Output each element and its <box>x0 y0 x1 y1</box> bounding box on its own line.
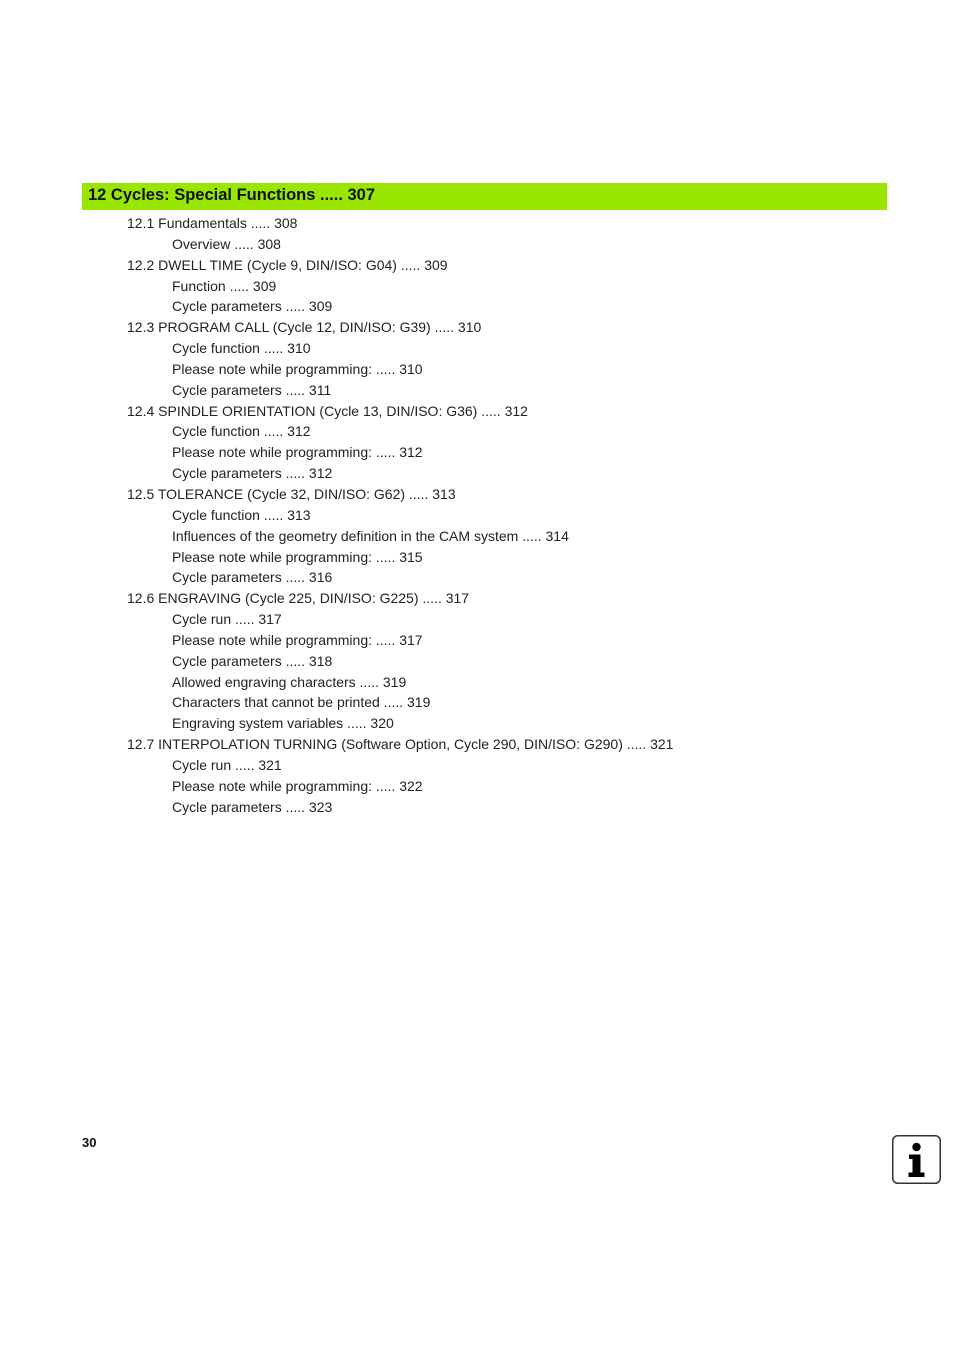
chapter-title[interactable]: 12 Cycles: Special Functions ..... 307 <box>88 186 376 204</box>
toc-subsection-entry[interactable]: Please note while programming: ..... 310 <box>172 360 423 377</box>
toc-subsection-entry[interactable]: Please note while programming: ..... 312 <box>172 444 423 461</box>
toc-subsection-entry[interactable]: Cycle run ..... 321 <box>172 756 282 773</box>
toc-subsection-entry[interactable]: Overview ..... 308 <box>172 235 281 252</box>
toc-subsection-entry[interactable]: Cycle parameters ..... 311 <box>172 381 332 398</box>
toc-subsection-entry[interactable]: Cycle function ..... 310 <box>172 340 311 357</box>
toc-subsection-entry[interactable]: Cycle function ..... 312 <box>172 423 311 440</box>
toc-subsection-entry[interactable]: Cycle run ..... 317 <box>172 611 282 628</box>
toc-subsection-entry[interactable]: Allowed engraving characters ..... 319 <box>172 673 407 690</box>
toc-section-entry[interactable]: 12.3 PROGRAM CALL (Cycle 12, DIN/ISO: G39) ..... 310 <box>127 319 482 336</box>
toc-subsection-entry[interactable]: Cycle parameters ..... 318 <box>172 652 333 669</box>
toc-section-entry[interactable]: 12.1 Fundamentals ..... 308 <box>127 215 298 231</box>
chapter-heading-bar <box>82 183 887 210</box>
toc-section-entry[interactable]: 12.4 SPINDLE ORIENTATION (Cycle 13, DIN/ISO: G36) ..... 312 <box>127 402 528 419</box>
toc-section-entry[interactable]: 12.5 TOLERANCE (Cycle 32, DIN/ISO: G62) ..... 313 <box>127 485 456 502</box>
toc-section-entry[interactable]: 12.7 INTERPOLATION TURNING (Software Option, Cycle 290, DIN/ISO: G290) ..... 321 <box>127 736 674 753</box>
toc-section-entry[interactable]: 12.6 ENGRAVING (Cycle 225, DIN/ISO: G225) ..... 317 <box>127 590 470 607</box>
toc-subsection-entry[interactable]: Please note while programming: ..... 315 <box>172 548 423 565</box>
toc-subsection-entry[interactable]: Influences of the geometry definition in the CAM system ..... 314 <box>172 527 569 544</box>
toc-subsection-entry[interactable]: Engraving system variables ..... 320 <box>172 715 394 732</box>
toc-subsection-entry[interactable]: Cycle parameters ..... 316 <box>172 569 333 586</box>
toc-subsection-entry[interactable]: Please note while programming: ..... 317 <box>172 631 423 648</box>
info-icon <box>892 1135 941 1184</box>
toc-section-entry[interactable]: 12.2 DWELL TIME (Cycle 9, DIN/ISO: G04) ..... 309 <box>127 256 448 273</box>
toc-subsection-entry[interactable]: Cycle parameters ..... 323 <box>172 798 333 815</box>
toc-subsection-entry[interactable]: Function ..... 309 <box>172 277 277 294</box>
page-number: 30 <box>82 1135 97 1150</box>
toc-subsection-entry[interactable]: Cycle parameters ..... 309 <box>172 298 333 315</box>
toc-subsection-entry[interactable]: Cycle parameters ..... 312 <box>172 465 333 482</box>
table-of-contents <box>0 213 954 817</box>
toc-subsection-entry[interactable]: Cycle function ..... 313 <box>172 506 311 523</box>
toc-subsection-entry[interactable]: Please note while programming: ..... 322 <box>172 777 423 794</box>
toc-subsection-entry[interactable]: Characters that cannot be printed ..... 319 <box>172 694 431 711</box>
